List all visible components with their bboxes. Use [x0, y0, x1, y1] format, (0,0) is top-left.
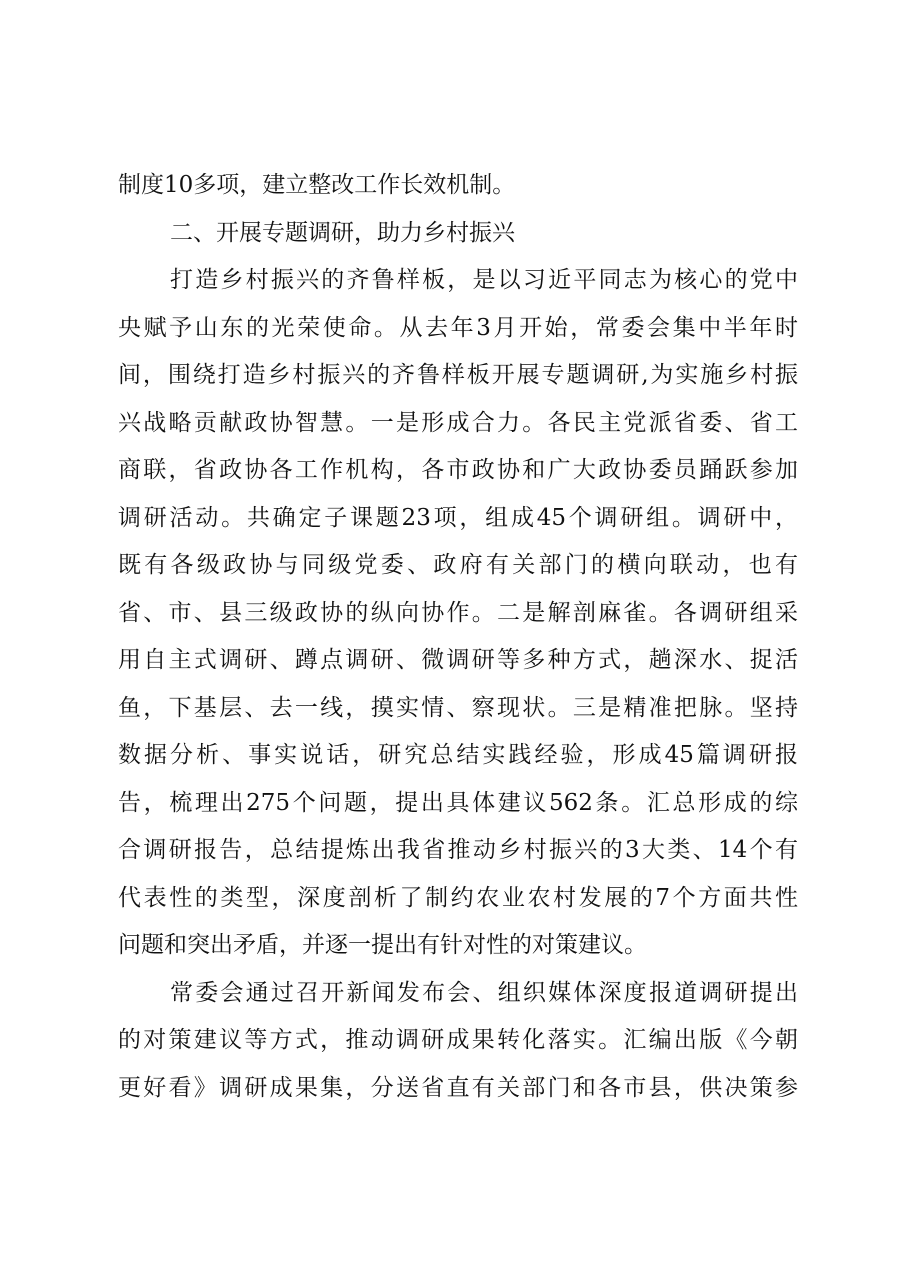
paragraph-line-16: 代表性的类型，深度剖析了制约农业农村发展的7个方面共性 [118, 884, 798, 911]
paragraph-line-18: 常委会通过召开新闻发布会、组织媒体深度报道调研提出 [170, 979, 798, 1006]
paragraph-line-12: 鱼，下基层、去一线，摸实情、察现状。三是精准把脉。坚持 [118, 694, 798, 721]
paragraph-line-10: 省、市、县三级政协的纵向协作。二是解剖麻雀。各调研组采 [118, 599, 798, 626]
document-body [118, 162, 798, 1112]
paragraph-line-6: 兴战略贡献政协智慧。一是形成合力。各民主党派省委、省工 [118, 409, 798, 436]
paragraph-line-20: 更好看》调研成果集，分送省直有关部门和各市县，供决策参 [118, 1074, 798, 1101]
paragraph-line-5: 间，围绕打造乡村振兴的齐鲁样板开展专题调研,为实施乡村振 [118, 362, 798, 388]
paragraph-line-19: 的对策建议等方式，推动调研成果转化落实。汇编出版《今朝 [118, 1027, 798, 1053]
paragraph-line-8: 调研活动。共确定子课题23项，组成45个调研组。调研中， [118, 504, 798, 531]
section-heading: 二、开展专题调研，助力乡村振兴 [170, 219, 515, 246]
paragraph-line-11: 用自主式调研、蹲点调研、微调研等多种方式，趟深水、捉活 [118, 647, 798, 673]
paragraph-line-13: 数据分析、事实说话，研究总结实践经验，形成45篇调研报 [118, 742, 798, 768]
paragraph-line-9: 既有各级政协与同级党委、政府有关部门的横向联动，也有 [118, 552, 798, 578]
paragraph-line-17: 问题和突出矛盾，并逐一提出有针对性的对策建议。 [118, 932, 647, 958]
paragraph-line-4: 央赋予山东的光荣使命。从去年3月开始，常委会集中半年时 [118, 314, 798, 341]
paragraph-line-3: 打造乡村振兴的齐鲁样板，是以习近平同志为核心的党中 [170, 267, 798, 293]
paragraph-line-7: 商联，省政协各工作机构，各市政协和广大政协委员踊跃参加 [118, 457, 798, 483]
paragraph-line-14: 告，梳理出275个问题，提出具体建议562条。汇总形成的综 [118, 789, 798, 816]
paragraph-line-1: 制度10多项，建立整改工作长效机制。 [118, 172, 516, 198]
paragraph-line-15: 合调研报告，总结提炼出我省推动乡村振兴的3大类、14个有 [118, 837, 798, 863]
